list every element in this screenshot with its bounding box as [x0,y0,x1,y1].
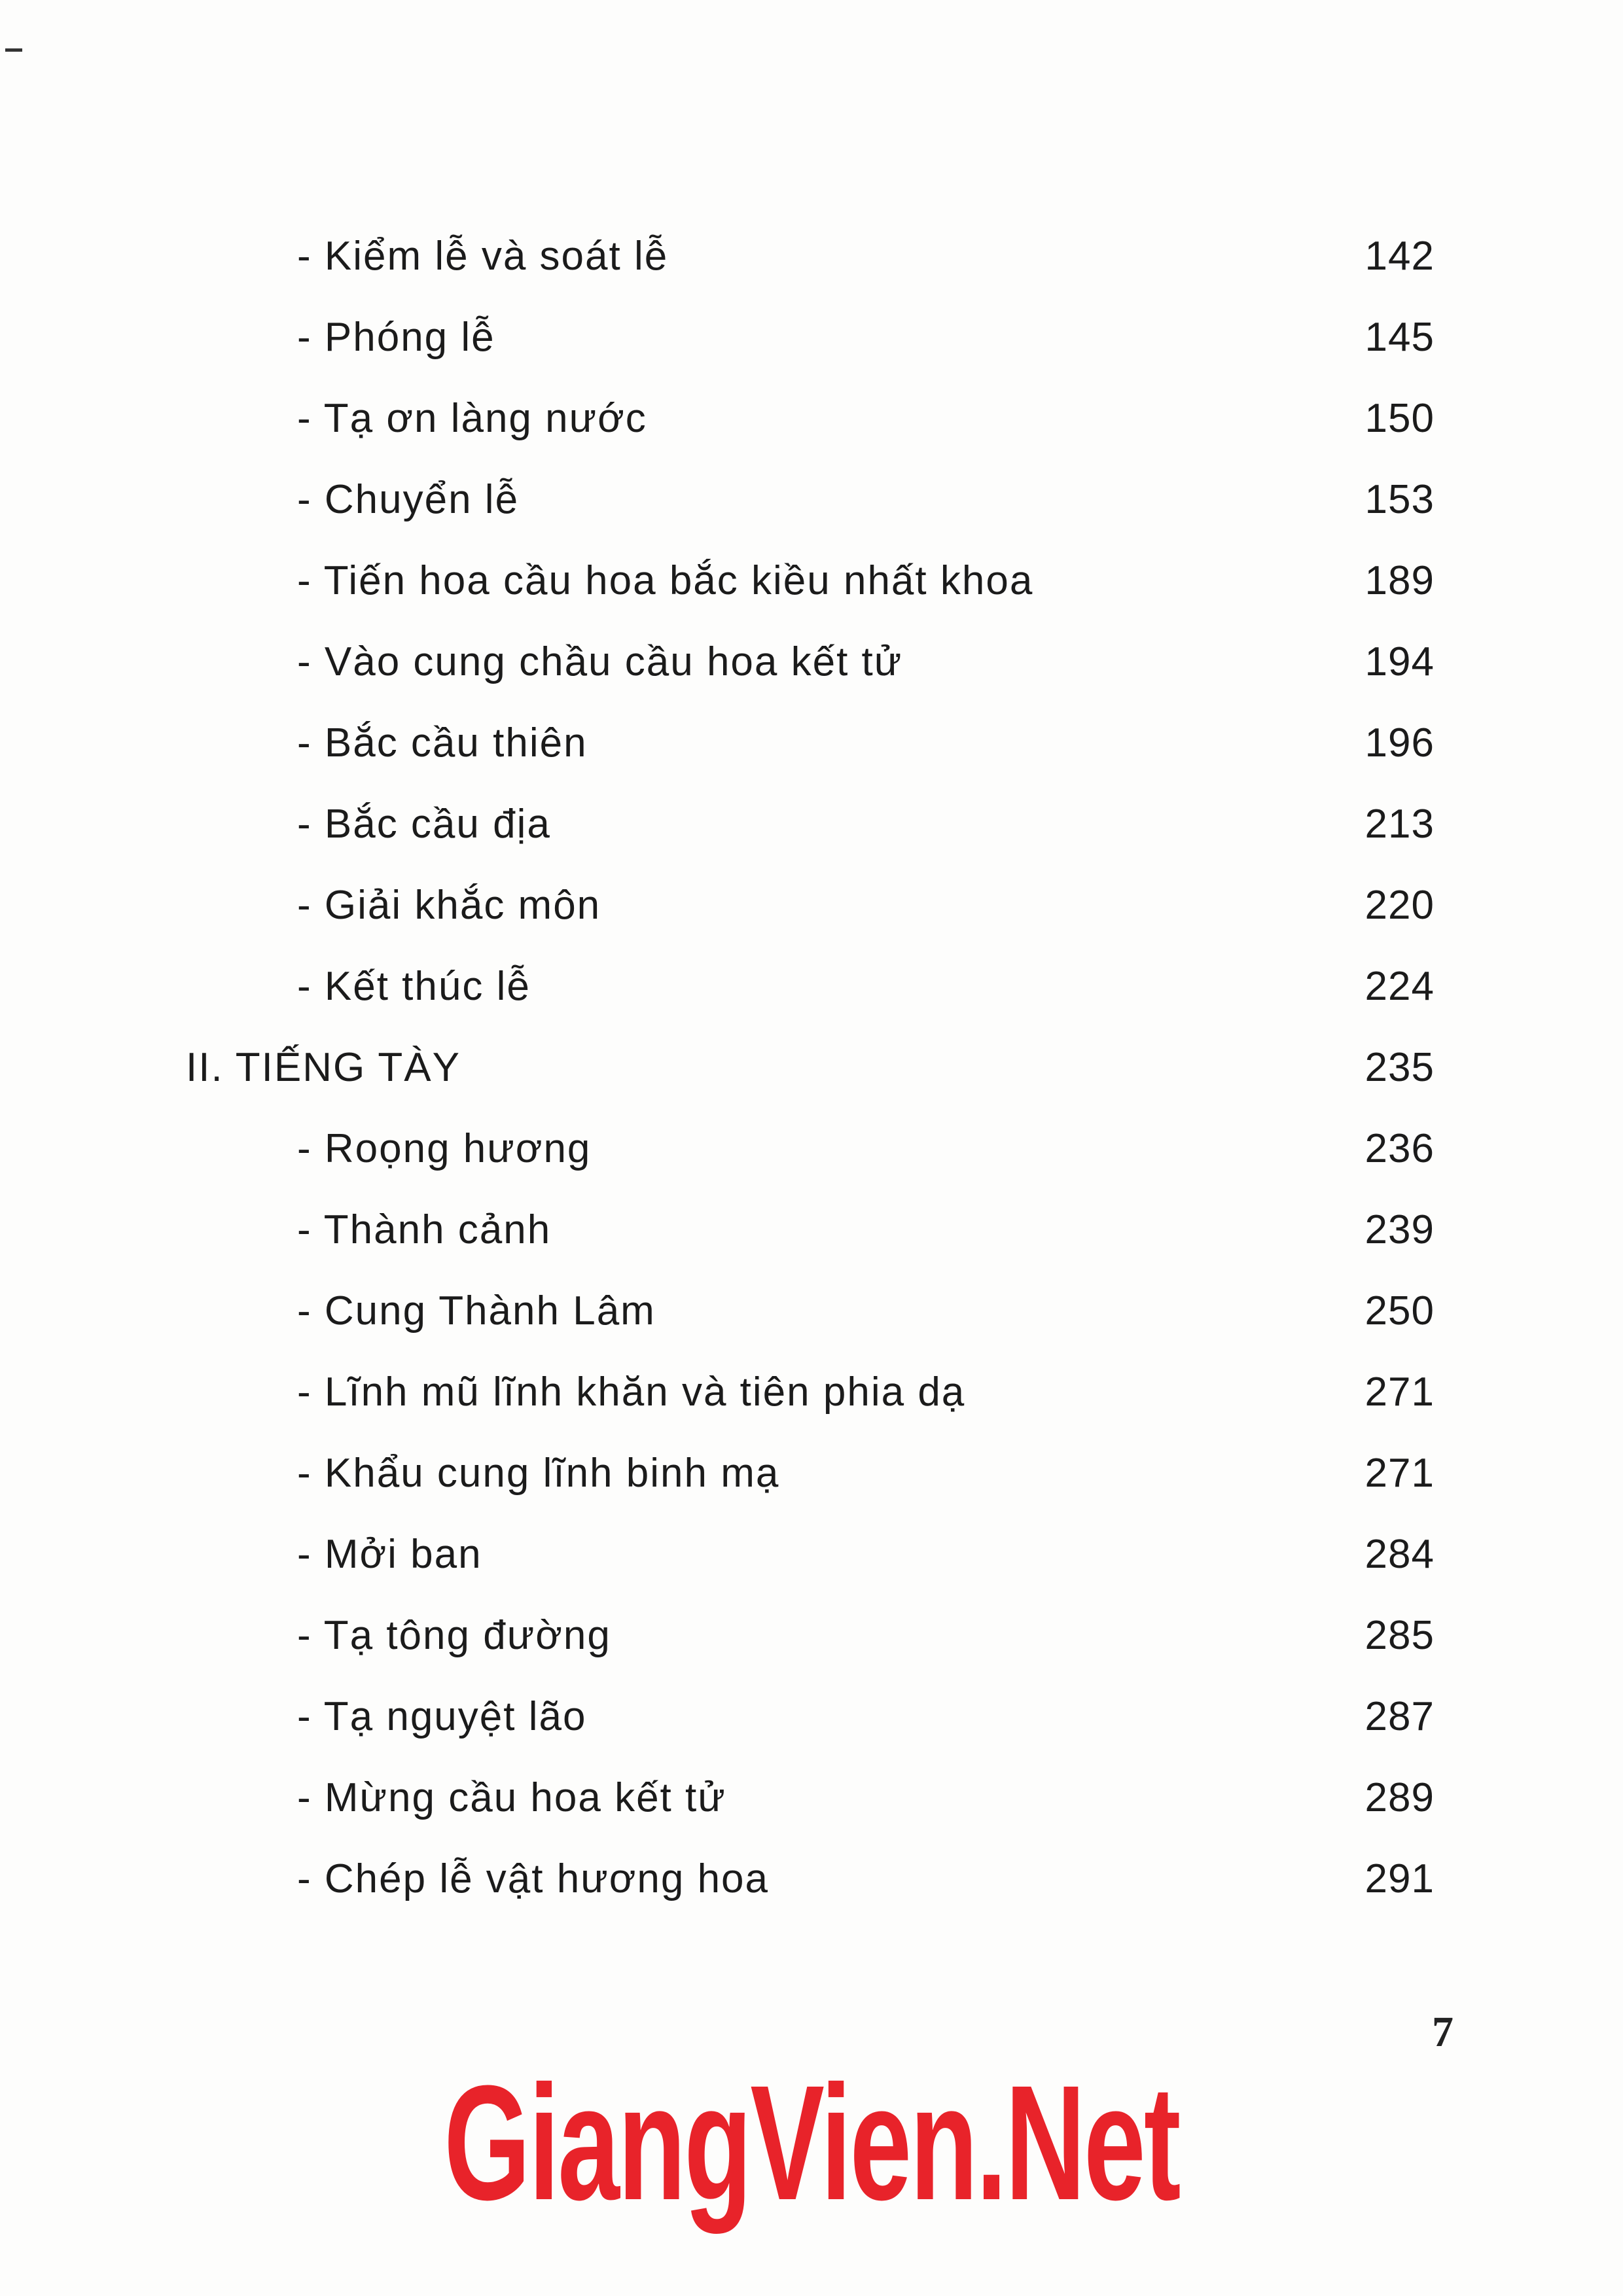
toc-entry-page: 291 [1364,1856,1435,1901]
toc-entry-page: 189 [1364,558,1435,603]
toc-entry-page: 213 [1364,802,1435,847]
toc-entry-title: - Kiểm lễ và soát lễ [297,234,669,279]
toc-entry-title: - Mừng cầu hoa kết tử [297,1775,726,1820]
toc-entry [0,870,1623,942]
toc-section-heading [0,1032,1623,1104]
toc-entry-title: - Thành cảnh [297,1207,552,1252]
toc-entry [0,221,1623,292]
toc-entry-title: - Cung Thành Lâm [297,1288,656,1333]
toc-entry-title: II. TIẾNG TÀY [186,1045,461,1090]
toc-entry-page: 284 [1364,1532,1435,1577]
toc-entry [0,1275,1623,1347]
toc-entry-title: - Vào cung chầu cầu hoa kết tử [297,639,903,684]
toc-entry-page: 150 [1364,396,1435,441]
toc-entry-page: 194 [1364,639,1435,684]
toc-entry [0,707,1623,779]
toc-entry-title: - Lĩnh mũ lĩnh khăn và tiên phia dạ [297,1369,966,1415]
toc-entry-title: - Tạ nguyệt lão [297,1694,587,1739]
toc-entry [0,1762,1623,1834]
toc-entry-title: - Tiến hoa cầu hoa bắc kiều nhất khoa [297,558,1034,603]
toc-entry-page: 289 [1364,1775,1435,1820]
toc-entry-page: 196 [1364,720,1435,766]
toc-entry-page: 224 [1364,964,1435,1009]
toc-entry-page: 153 [1364,477,1435,522]
toc-entry [0,951,1623,1023]
toc-entry-title: - Roọng hương [297,1126,592,1171]
scan-mark [5,48,22,52]
toc-entry [0,1519,1623,1591]
toc-entry-page: 142 [1364,234,1435,279]
toc-entry [0,383,1623,455]
toc-entry-page: 287 [1364,1694,1435,1739]
toc-entry-title: - Kết thúc lễ [297,964,531,1009]
toc-entry [0,1438,1623,1510]
toc-entry-title: - Tạ ơn làng nước [297,396,647,441]
toc-entry-title: - Bắc cầu thiên [297,720,588,766]
toc-entry-title: - Khẩu cung lĩnh binh mạ [297,1451,780,1496]
toc-entry-page: 271 [1364,1369,1435,1415]
toc-entry-title: - Tạ tông đường [297,1613,611,1658]
toc-entry-page: 285 [1364,1613,1435,1658]
toc-entry [0,1681,1623,1753]
page-number: 7 [1432,2008,1454,2056]
toc-entry [0,464,1623,536]
toc-entry [0,788,1623,860]
toc-entry [0,302,1623,374]
toc-entry-page: 235 [1364,1045,1435,1090]
toc-entry [0,1194,1623,1266]
toc-entry-title: - Giải khắc môn [297,883,601,928]
toc-entry-page: 236 [1364,1126,1435,1171]
toc-entry [0,545,1623,617]
toc-entry-title: - Bắc cầu địa [297,802,551,847]
toc-entry [0,1113,1623,1185]
toc-entry [0,1843,1623,1915]
toc-entry [0,1356,1623,1428]
toc-entry-page: 271 [1364,1451,1435,1496]
toc-entry-page: 250 [1364,1288,1435,1333]
toc-entry-page: 220 [1364,883,1435,928]
toc-entry [0,626,1623,698]
watermark-text: GiangVien.Net [444,2051,1179,2234]
toc-entry-title: - Chép lễ vật hương hoa [297,1856,770,1901]
toc-entry-title: - Chuyển lễ [297,477,520,522]
toc-entry-title: - Phóng lễ [297,315,495,360]
toc-entry-title: - Mởi ban [297,1532,482,1577]
toc-entry-page: 145 [1364,315,1435,360]
watermark [0,2051,1623,2234]
toc-entry [0,1600,1623,1672]
toc-entry-page: 239 [1364,1207,1435,1252]
